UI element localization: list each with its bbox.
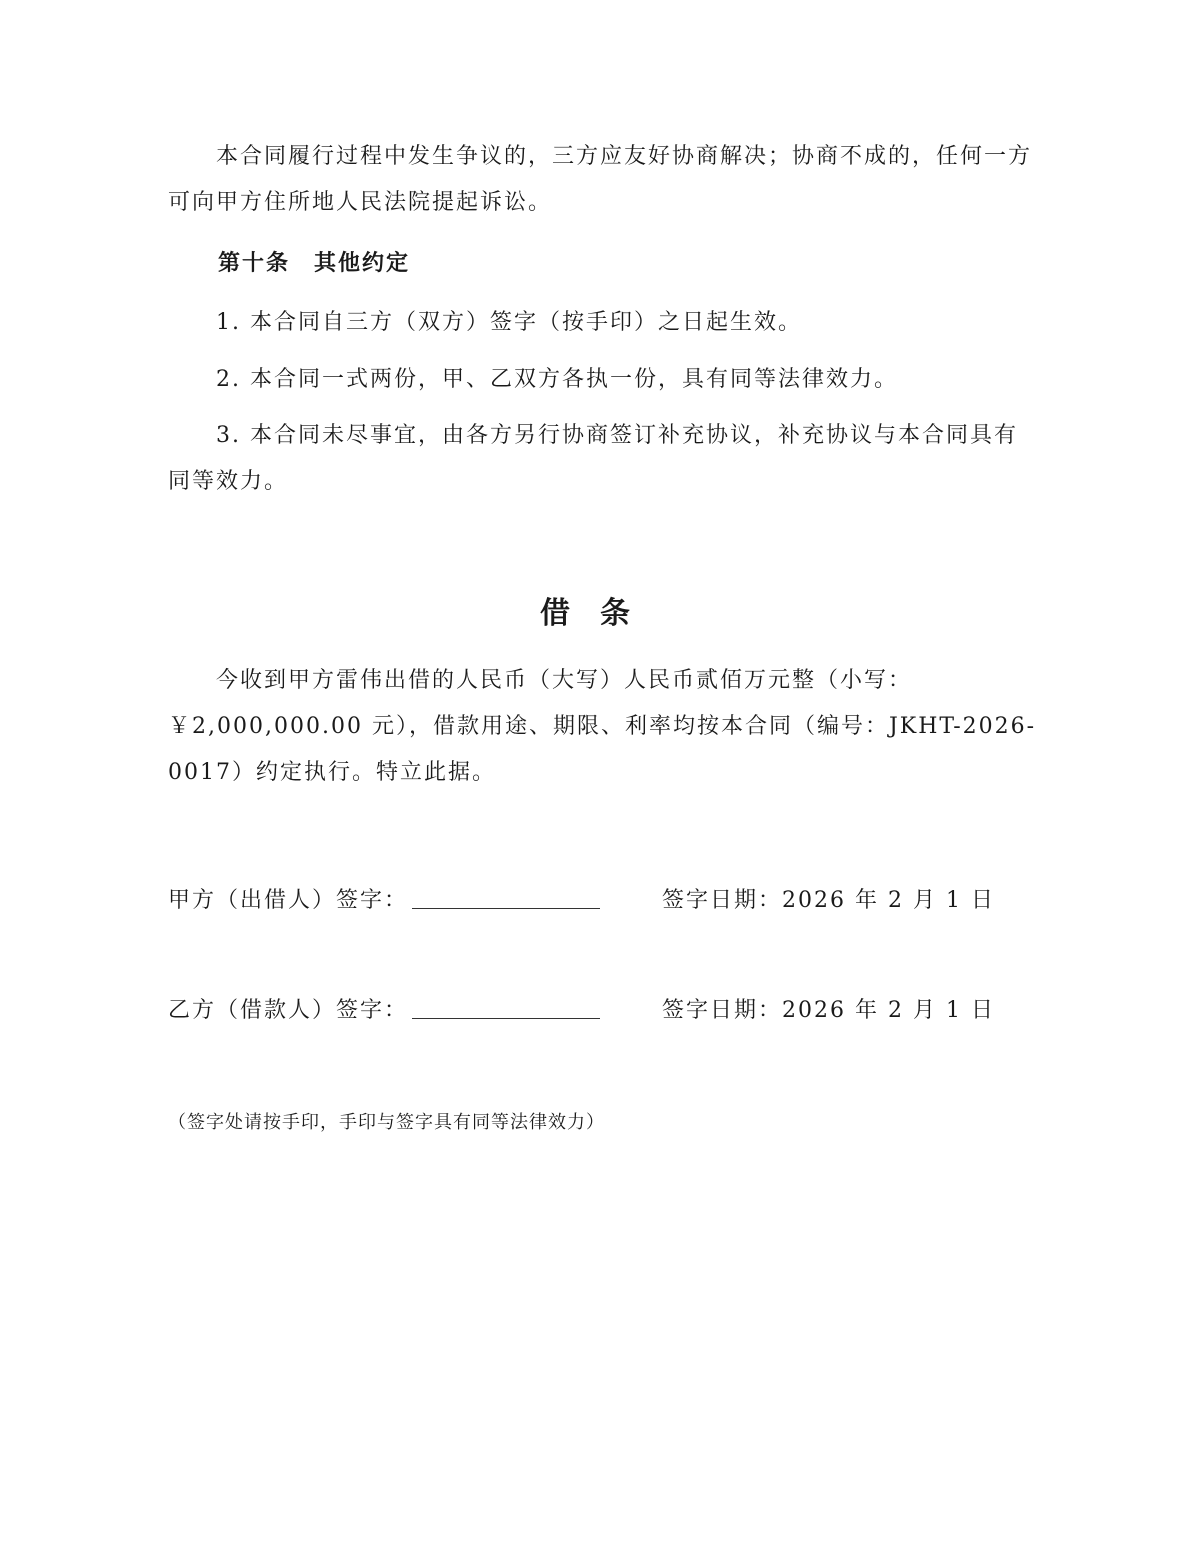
dispute-paragraph: 本合同履行过程中发生争议的，三方应友好协商解决；协商不成的，任何一方可向甲方住所地人民法院提起诉讼。 bbox=[168, 144, 1033, 215]
article-10-item-3: 3. 本合同未尽事宜，由各方另行协商签订补充协议，补充协议与本合同具有同等效力。 bbox=[168, 423, 1018, 494]
party-b-signature bbox=[168, 996, 600, 1026]
iou-title: 借条 bbox=[540, 596, 660, 631]
party-a-signature-line[interactable] bbox=[412, 886, 600, 909]
article-10-heading: 第十条 其他约定 bbox=[218, 250, 411, 276]
iou-body: 今收到甲方雷伟出借的人民币（大写）人民币贰佰万元整（小写：￥2,000,000.00 元），借款用途、期限、利率均按本合同（编号：JKHT-2026-0017）约定执行。特立此据。 bbox=[168, 668, 1037, 785]
party-a-signature-label: 甲方（出借人）签字： bbox=[168, 888, 409, 913]
article-10-item-1: 1. 本合同自三方（双方）签字（按手印）之日起生效。 bbox=[216, 310, 802, 335]
fingerprint-note: （签字处请按手印，手印与签字具有同等法律效力） bbox=[168, 1112, 605, 1133]
party-b-signature-label: 乙方（借款人）签字： bbox=[168, 998, 409, 1023]
party-b-sign-date: 签字日期：2026 年 2 月 1 日 bbox=[662, 998, 995, 1023]
party-a-signature bbox=[168, 886, 600, 916]
party-b-signature-line[interactable] bbox=[412, 996, 600, 1019]
article-10-item-2: 2. 本合同一式两份，甲、乙双方各执一份，具有同等法律效力。 bbox=[216, 367, 898, 392]
party-a-sign-date: 签字日期：2026 年 2 月 1 日 bbox=[662, 888, 995, 913]
